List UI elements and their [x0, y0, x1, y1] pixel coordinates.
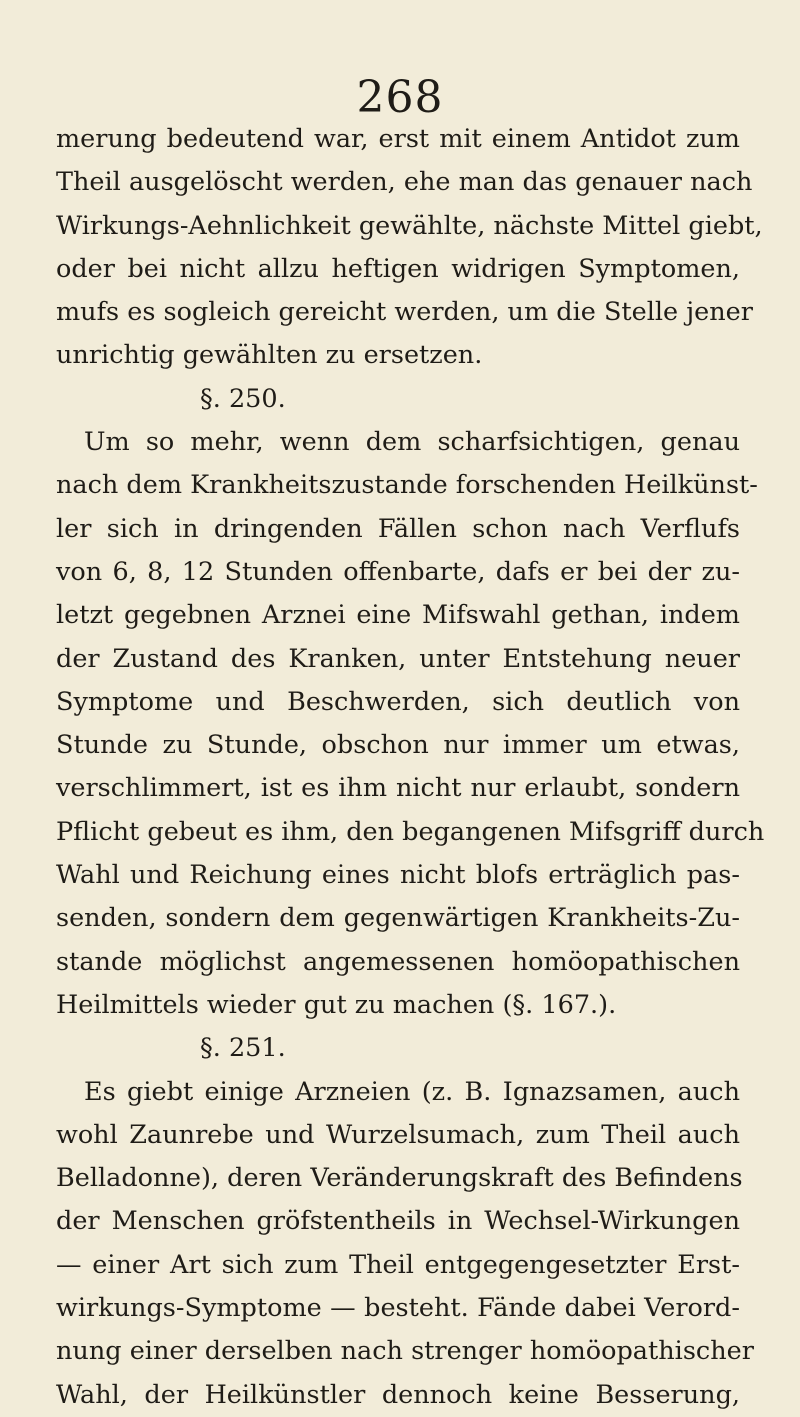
- text-line: Pflicht gebeut es ihm, den begangenen Mifsgriff durch: [56, 816, 765, 847]
- text-line: nung einer derselben nach strenger homöopathischer: [56, 1336, 754, 1367]
- text-line: merung bedeutend war, erst mit einem Antidot zum: [56, 124, 740, 154]
- text-line: Stunde zu Stunde, obschon nur immer um etwas,: [56, 730, 740, 761]
- text-line: von 6, 8, 12 Stunden offenbarte, dafs er bei der zu-: [56, 556, 740, 587]
- text-line: Es giebt einige Arzneien (z. B. Ignazsamen, auch: [84, 1076, 740, 1107]
- text-line: Um so mehr, wenn dem scharfsichtigen, genau: [84, 427, 740, 458]
- text-line: unrichtig gewählten zu ersetzen.: [56, 340, 483, 371]
- section-heading: §. 250.: [200, 383, 286, 414]
- text-line: Symptome und Beschwerden, sich deutlich von: [56, 686, 740, 717]
- text-line: letzt gegebnen Arznei eine Mifswahl gethan, indem: [56, 600, 740, 631]
- text-line: mufs es sogleich gereicht werden, um die Stelle jener: [56, 297, 753, 328]
- text-line: Belladonne), deren Veränderungskraft des Befindens: [56, 1163, 743, 1194]
- text-line: Wirkungs-Aehnlichkeit gewählte, nächste Mittel giebt,: [56, 210, 763, 241]
- text-line: nach dem Krankheitszustande forschenden Heilkünst-: [56, 470, 758, 501]
- text-line: Wahl, der Heilkünstler dennoch keine Besserung,: [56, 1379, 740, 1410]
- text-line: wohl Zaunrebe und Wurzelsumach, zum Theil auch: [56, 1119, 740, 1150]
- text-line: der Zustand des Kranken, unter Entstehung neuer: [56, 643, 740, 674]
- body-text: [56, 118, 765, 1417]
- text-line: Theil ausgelöscht werden, ehe man das genauer nach: [56, 167, 753, 198]
- text-line: verschlimmert, ist es ihm nicht nur erlaubt, sondern: [56, 773, 740, 804]
- text-line: Heilmittels wieder gut zu machen (§. 167.).: [56, 989, 617, 1020]
- text-line: Wahl und Reichung eines nicht blofs erträglich pas-: [56, 860, 740, 891]
- text-line: ler sich in dringenden Fällen schon nach Verflufs: [56, 513, 740, 544]
- text-line: oder bei nicht allzu heftigen widrigen Symptomen,: [56, 253, 740, 284]
- page-number: 268: [356, 72, 444, 123]
- text-line: der Menschen gröfstentheils in Wechsel-Wirkungen: [56, 1206, 740, 1237]
- text-line: stande möglichst angemessenen homöopathischen: [56, 946, 740, 977]
- text-line: — einer Art sich zum Theil entgegengesetzter Erst-: [56, 1249, 740, 1280]
- text-line: wirkungs-Symptome — besteht. Fände dabei Verord-: [56, 1293, 740, 1324]
- section-heading: §. 251.: [200, 1033, 286, 1064]
- text-line: senden, sondern dem gegenwärtigen Krankheits-Zu-: [56, 903, 740, 934]
